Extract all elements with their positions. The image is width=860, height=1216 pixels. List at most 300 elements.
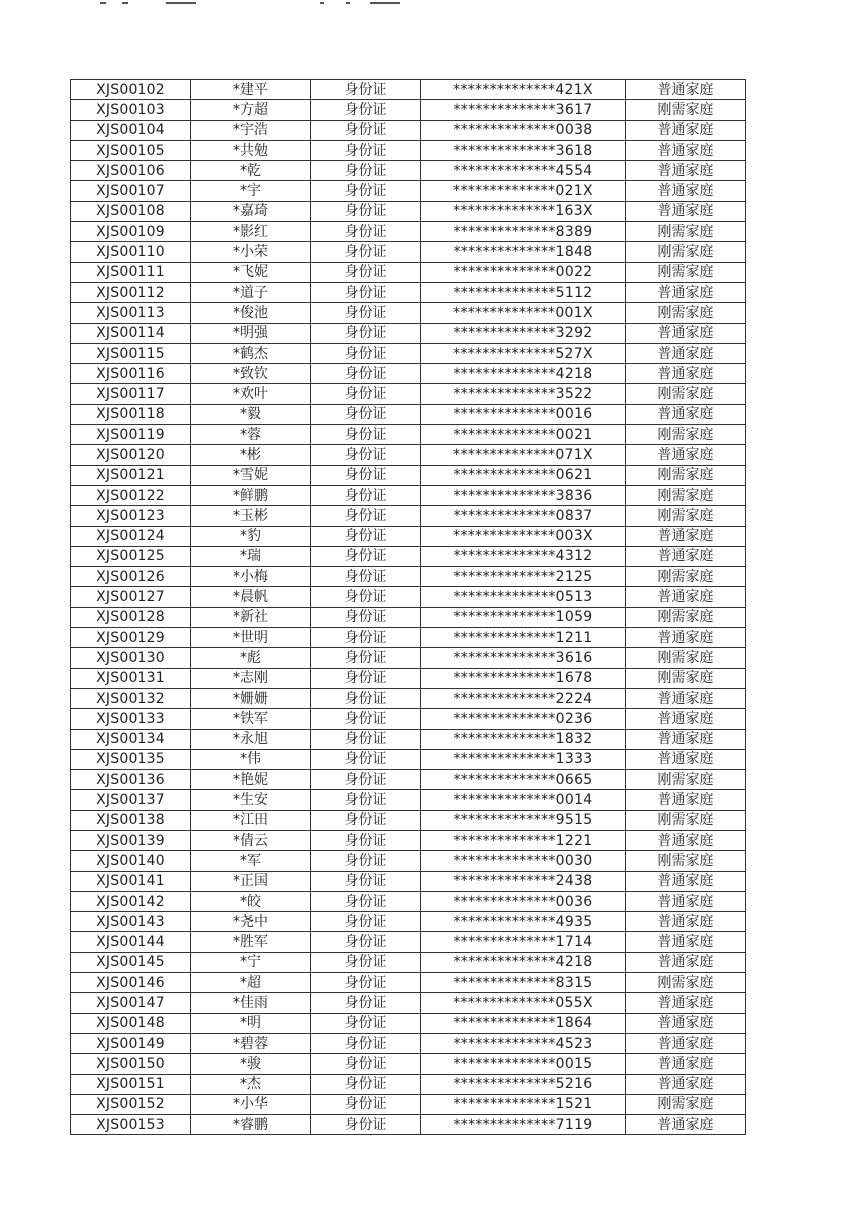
- household-type-cell: 刚需家庭: [626, 425, 746, 445]
- household-type-cell: 普通家庭: [626, 323, 746, 343]
- table-row: [71, 100, 746, 120]
- applicant-name-cell: *姗姗: [191, 688, 311, 708]
- applicant-name-cell: *雪妮: [191, 465, 311, 485]
- id-number-cell: **************1333: [421, 749, 626, 769]
- document-type-cell: 身份证: [311, 80, 421, 100]
- table-row: [71, 770, 746, 790]
- id-number-cell: **************527X: [421, 343, 626, 363]
- document-type-cell: 身份证: [311, 445, 421, 465]
- applicant-number-cell: XJS00145: [71, 952, 191, 972]
- document-type-cell: 身份证: [311, 100, 421, 120]
- applicant-number-cell: XJS00109: [71, 222, 191, 242]
- document-type-cell: 身份证: [311, 201, 421, 221]
- table-row: [71, 181, 746, 201]
- applicant-name-cell: *明强: [191, 323, 311, 343]
- table-row: [71, 384, 746, 404]
- applicant-name-cell: *宇浩: [191, 120, 311, 140]
- table-row: [71, 932, 746, 952]
- document-type-cell: 身份证: [311, 749, 421, 769]
- id-number-cell: **************4554: [421, 161, 626, 181]
- table-row: [71, 1094, 746, 1114]
- document-type-cell: 身份证: [311, 1054, 421, 1074]
- roster-table-body: [71, 80, 746, 1135]
- id-number-cell: **************4218: [421, 364, 626, 384]
- household-type-cell: 普通家庭: [626, 404, 746, 424]
- applicant-number-cell: XJS00117: [71, 384, 191, 404]
- document-type-cell: 身份证: [311, 343, 421, 363]
- applicant-number-cell: XJS00108: [71, 201, 191, 221]
- applicant-name-cell: *明: [191, 1013, 311, 1033]
- id-number-cell: **************001X: [421, 303, 626, 323]
- document-type-cell: 身份证: [311, 1013, 421, 1033]
- applicant-number-cell: XJS00122: [71, 485, 191, 505]
- table-row: [71, 262, 746, 282]
- applicant-name-cell: *方超: [191, 100, 311, 120]
- table-row: [71, 140, 746, 160]
- household-type-cell: 刚需家庭: [626, 506, 746, 526]
- id-number-cell: **************0837: [421, 506, 626, 526]
- household-type-cell: 普通家庭: [626, 932, 746, 952]
- applicant-number-cell: XJS00118: [71, 404, 191, 424]
- applicant-number-cell: XJS00102: [71, 80, 191, 100]
- id-number-cell: **************1848: [421, 242, 626, 262]
- applicant-name-cell: *乾: [191, 161, 311, 181]
- document-type-cell: 身份证: [311, 648, 421, 668]
- document-type-cell: 身份证: [311, 425, 421, 445]
- household-type-cell: 普通家庭: [626, 912, 746, 932]
- document-type-cell: 身份证: [311, 323, 421, 343]
- document-type-cell: 身份证: [311, 912, 421, 932]
- household-type-cell: 普通家庭: [626, 871, 746, 891]
- table-row: [71, 891, 746, 911]
- applicant-name-cell: *嘉琦: [191, 201, 311, 221]
- table-row: [71, 628, 746, 648]
- household-type-cell: 刚需家庭: [626, 668, 746, 688]
- household-type-cell: 普通家庭: [626, 140, 746, 160]
- household-type-cell: 普通家庭: [626, 628, 746, 648]
- table-row: [71, 343, 746, 363]
- applicant-number-cell: XJS00113: [71, 303, 191, 323]
- household-type-cell: 刚需家庭: [626, 770, 746, 790]
- document-type-cell: 身份证: [311, 1094, 421, 1114]
- document-type-cell: 身份证: [311, 810, 421, 830]
- id-number-cell: **************163X: [421, 201, 626, 221]
- table-row: [71, 830, 746, 850]
- applicant-number-cell: XJS00121: [71, 465, 191, 485]
- table-row: [71, 871, 746, 891]
- applicant-number-cell: XJS00116: [71, 364, 191, 384]
- id-number-cell: **************021X: [421, 181, 626, 201]
- document-type-cell: 身份证: [311, 1115, 421, 1135]
- document-type-cell: 身份证: [311, 364, 421, 384]
- table-row: [71, 404, 746, 424]
- id-number-cell: **************0621: [421, 465, 626, 485]
- applicant-number-cell: XJS00139: [71, 830, 191, 850]
- document-type-cell: 身份证: [311, 567, 421, 587]
- id-number-cell: **************1714: [421, 932, 626, 952]
- id-number-cell: **************3292: [421, 323, 626, 343]
- applicant-number-cell: XJS00112: [71, 282, 191, 302]
- id-number-cell: **************9515: [421, 810, 626, 830]
- table-row: [71, 526, 746, 546]
- applicant-name-cell: *共勉: [191, 140, 311, 160]
- table-row: [71, 1033, 746, 1053]
- id-number-cell: **************4312: [421, 546, 626, 566]
- household-type-cell: 普通家庭: [626, 952, 746, 972]
- document-type-cell: 身份证: [311, 120, 421, 140]
- applicant-number-cell: XJS00149: [71, 1033, 191, 1053]
- applicant-name-cell: *欢叶: [191, 384, 311, 404]
- id-number-cell: **************3836: [421, 485, 626, 505]
- household-type-cell: 普通家庭: [626, 526, 746, 546]
- document-type-cell: 身份证: [311, 140, 421, 160]
- household-type-cell: 普通家庭: [626, 749, 746, 769]
- table-row: [71, 425, 746, 445]
- document-type-cell: 身份证: [311, 668, 421, 688]
- applicant-number-cell: XJS00120: [71, 445, 191, 465]
- table-row: [71, 364, 746, 384]
- applicant-name-cell: *致钦: [191, 364, 311, 384]
- table-row: [71, 587, 746, 607]
- applicant-number-cell: XJS00124: [71, 526, 191, 546]
- household-type-cell: 刚需家庭: [626, 222, 746, 242]
- table-row: [71, 303, 746, 323]
- id-number-cell: **************2224: [421, 688, 626, 708]
- household-type-cell: 刚需家庭: [626, 851, 746, 871]
- household-type-cell: 普通家庭: [626, 120, 746, 140]
- household-type-cell: 刚需家庭: [626, 648, 746, 668]
- applicant-name-cell: *俊池: [191, 303, 311, 323]
- id-number-cell: **************0038: [421, 120, 626, 140]
- table-row: [71, 668, 746, 688]
- household-type-cell: 普通家庭: [626, 1115, 746, 1135]
- document-type-cell: 身份证: [311, 546, 421, 566]
- applicant-name-cell: *鹤杰: [191, 343, 311, 363]
- applicant-number-cell: XJS00150: [71, 1054, 191, 1074]
- household-type-cell: 普通家庭: [626, 587, 746, 607]
- applicant-name-cell: *豹: [191, 526, 311, 546]
- document-type-cell: 身份证: [311, 1033, 421, 1053]
- applicant-number-cell: XJS00115: [71, 343, 191, 363]
- applicant-number-cell: XJS00143: [71, 912, 191, 932]
- household-type-cell: 普通家庭: [626, 891, 746, 911]
- applicant-name-cell: *蓉: [191, 425, 311, 445]
- applicant-number-cell: XJS00129: [71, 628, 191, 648]
- household-type-cell: 刚需家庭: [626, 810, 746, 830]
- applicant-name-cell: *鲜鹏: [191, 485, 311, 505]
- table-row: [71, 688, 746, 708]
- id-number-cell: **************2125: [421, 567, 626, 587]
- applicant-name-cell: *伟: [191, 749, 311, 769]
- document-type-cell: 身份证: [311, 973, 421, 993]
- household-type-cell: 刚需家庭: [626, 465, 746, 485]
- document-type-cell: 身份证: [311, 384, 421, 404]
- table-row: [71, 546, 746, 566]
- table-row: [71, 648, 746, 668]
- document-type-cell: 身份证: [311, 729, 421, 749]
- id-number-cell: **************8315: [421, 973, 626, 993]
- household-type-cell: 普通家庭: [626, 729, 746, 749]
- id-number-cell: **************0014: [421, 790, 626, 810]
- document-type-cell: 身份证: [311, 587, 421, 607]
- household-type-cell: 普通家庭: [626, 343, 746, 363]
- table-row: [71, 567, 746, 587]
- document-type-cell: 身份证: [311, 830, 421, 850]
- household-type-cell: 普通家庭: [626, 688, 746, 708]
- id-number-cell: **************4523: [421, 1033, 626, 1053]
- document-type-cell: 身份证: [311, 607, 421, 627]
- document-type-cell: 身份证: [311, 993, 421, 1013]
- id-number-cell: **************0665: [421, 770, 626, 790]
- table-row: [71, 952, 746, 972]
- table-row: [71, 323, 746, 343]
- document-type-cell: 身份证: [311, 688, 421, 708]
- applicant-number-cell: XJS00140: [71, 851, 191, 871]
- table-row: [71, 973, 746, 993]
- household-type-cell: 普通家庭: [626, 161, 746, 181]
- applicant-name-cell: *骏: [191, 1054, 311, 1074]
- table-row: [71, 222, 746, 242]
- id-number-cell: **************0021: [421, 425, 626, 445]
- applicant-number-cell: XJS00144: [71, 932, 191, 952]
- table-row: [71, 1054, 746, 1074]
- id-number-cell: **************0036: [421, 891, 626, 911]
- scan-artifact-marks: [100, 0, 420, 6]
- table-row: [71, 1074, 746, 1094]
- applicant-name-cell: *小荣: [191, 242, 311, 262]
- document-type-cell: 身份证: [311, 465, 421, 485]
- household-type-cell: 普通家庭: [626, 201, 746, 221]
- applicant-number-cell: XJS00137: [71, 790, 191, 810]
- id-number-cell: **************1864: [421, 1013, 626, 1033]
- table-row: [71, 282, 746, 302]
- household-type-cell: 普通家庭: [626, 1074, 746, 1094]
- applicant-number-cell: XJS00131: [71, 668, 191, 688]
- applicant-name-cell: *铁军: [191, 709, 311, 729]
- table-row: [71, 749, 746, 769]
- applicant-name-cell: *皎: [191, 891, 311, 911]
- table-row: [71, 465, 746, 485]
- applicant-number-cell: XJS00133: [71, 709, 191, 729]
- applicant-name-cell: *彬: [191, 445, 311, 465]
- id-number-cell: **************055X: [421, 993, 626, 1013]
- applicant-number-cell: XJS00125: [71, 546, 191, 566]
- household-roster-table: [70, 79, 746, 1135]
- table-row: [71, 161, 746, 181]
- applicant-number-cell: XJS00151: [71, 1074, 191, 1094]
- applicant-number-cell: XJS00110: [71, 242, 191, 262]
- table-row: [71, 120, 746, 140]
- applicant-name-cell: *小华: [191, 1094, 311, 1114]
- household-type-cell: 普通家庭: [626, 181, 746, 201]
- applicant-number-cell: XJS00127: [71, 587, 191, 607]
- id-number-cell: **************1221: [421, 830, 626, 850]
- household-type-cell: 刚需家庭: [626, 262, 746, 282]
- document-type-cell: 身份证: [311, 485, 421, 505]
- applicant-name-cell: *宁: [191, 952, 311, 972]
- applicant-name-cell: *艳妮: [191, 770, 311, 790]
- applicant-name-cell: *影红: [191, 222, 311, 242]
- document-type-cell: 身份证: [311, 404, 421, 424]
- document-type-cell: 身份证: [311, 303, 421, 323]
- applicant-number-cell: XJS00126: [71, 567, 191, 587]
- applicant-number-cell: XJS00132: [71, 688, 191, 708]
- applicant-number-cell: XJS00107: [71, 181, 191, 201]
- applicant-name-cell: *建平: [191, 80, 311, 100]
- table-row: [71, 80, 746, 100]
- id-number-cell: **************4218: [421, 952, 626, 972]
- applicant-number-cell: XJS00106: [71, 161, 191, 181]
- applicant-number-cell: XJS00148: [71, 1013, 191, 1033]
- applicant-number-cell: XJS00130: [71, 648, 191, 668]
- applicant-name-cell: *胜军: [191, 932, 311, 952]
- table-row: [71, 1013, 746, 1033]
- document-type-cell: 身份证: [311, 891, 421, 911]
- id-number-cell: **************0236: [421, 709, 626, 729]
- applicant-number-cell: XJS00119: [71, 425, 191, 445]
- applicant-name-cell: *新社: [191, 607, 311, 627]
- document-type-cell: 身份证: [311, 790, 421, 810]
- id-number-cell: **************0030: [421, 851, 626, 871]
- id-number-cell: **************0022: [421, 262, 626, 282]
- household-type-cell: 刚需家庭: [626, 242, 746, 262]
- household-type-cell: 刚需家庭: [626, 100, 746, 120]
- applicant-name-cell: *玉彬: [191, 506, 311, 526]
- applicant-number-cell: XJS00111: [71, 262, 191, 282]
- applicant-name-cell: *彪: [191, 648, 311, 668]
- household-type-cell: 普通家庭: [626, 790, 746, 810]
- applicant-name-cell: *军: [191, 851, 311, 871]
- document-type-cell: 身份证: [311, 161, 421, 181]
- id-number-cell: **************5216: [421, 1074, 626, 1094]
- applicant-name-cell: *瑞: [191, 546, 311, 566]
- id-number-cell: **************7119: [421, 1115, 626, 1135]
- applicant-number-cell: XJS00136: [71, 770, 191, 790]
- applicant-number-cell: XJS00134: [71, 729, 191, 749]
- household-type-cell: 普通家庭: [626, 546, 746, 566]
- id-number-cell: **************1211: [421, 628, 626, 648]
- document-type-cell: 身份证: [311, 181, 421, 201]
- household-type-cell: 刚需家庭: [626, 485, 746, 505]
- applicant-name-cell: *尧中: [191, 912, 311, 932]
- id-number-cell: **************1678: [421, 668, 626, 688]
- applicant-name-cell: *超: [191, 973, 311, 993]
- id-number-cell: **************4935: [421, 912, 626, 932]
- id-number-cell: **************421X: [421, 80, 626, 100]
- id-number-cell: **************3618: [421, 140, 626, 160]
- household-type-cell: 刚需家庭: [626, 973, 746, 993]
- table-row: [71, 607, 746, 627]
- id-number-cell: **************071X: [421, 445, 626, 465]
- document-type-cell: 身份证: [311, 770, 421, 790]
- document-type-cell: 身份证: [311, 222, 421, 242]
- household-type-cell: 普通家庭: [626, 709, 746, 729]
- applicant-number-cell: XJS00128: [71, 607, 191, 627]
- applicant-number-cell: XJS00105: [71, 140, 191, 160]
- document-type-cell: 身份证: [311, 871, 421, 891]
- household-type-cell: 刚需家庭: [626, 303, 746, 323]
- applicant-name-cell: *永旭: [191, 729, 311, 749]
- household-type-cell: 普通家庭: [626, 830, 746, 850]
- table-row: [71, 993, 746, 1013]
- applicant-name-cell: *碧蓉: [191, 1033, 311, 1053]
- id-number-cell: **************0513: [421, 587, 626, 607]
- id-number-cell: **************1059: [421, 607, 626, 627]
- table-row: [71, 851, 746, 871]
- id-number-cell: **************2438: [421, 871, 626, 891]
- document-type-cell: 身份证: [311, 526, 421, 546]
- table-row: [71, 445, 746, 465]
- table-row: [71, 242, 746, 262]
- applicant-name-cell: *江田: [191, 810, 311, 830]
- applicant-number-cell: XJS00142: [71, 891, 191, 911]
- id-number-cell: **************0015: [421, 1054, 626, 1074]
- household-type-cell: 普通家庭: [626, 1013, 746, 1033]
- applicant-number-cell: XJS00135: [71, 749, 191, 769]
- applicant-name-cell: *佳雨: [191, 993, 311, 1013]
- applicant-name-cell: *倩云: [191, 830, 311, 850]
- id-number-cell: **************0016: [421, 404, 626, 424]
- applicant-number-cell: XJS00153: [71, 1115, 191, 1135]
- document-type-cell: 身份证: [311, 242, 421, 262]
- table-row: [71, 1115, 746, 1135]
- document-type-cell: 身份证: [311, 851, 421, 871]
- document-type-cell: 身份证: [311, 1074, 421, 1094]
- household-type-cell: 普通家庭: [626, 445, 746, 465]
- id-number-cell: **************8389: [421, 222, 626, 242]
- document-type-cell: 身份证: [311, 628, 421, 648]
- document-type-cell: 身份证: [311, 932, 421, 952]
- applicant-number-cell: XJS00138: [71, 810, 191, 830]
- applicant-name-cell: *毅: [191, 404, 311, 424]
- household-type-cell: 刚需家庭: [626, 607, 746, 627]
- id-number-cell: **************3522: [421, 384, 626, 404]
- household-type-cell: 普通家庭: [626, 1054, 746, 1074]
- applicant-name-cell: *宇: [191, 181, 311, 201]
- table-row: [71, 912, 746, 932]
- applicant-number-cell: XJS00147: [71, 993, 191, 1013]
- household-type-cell: 普通家庭: [626, 282, 746, 302]
- applicant-name-cell: *睿鹏: [191, 1115, 311, 1135]
- applicant-name-cell: *道子: [191, 282, 311, 302]
- table-row: [71, 506, 746, 526]
- document-type-cell: 身份证: [311, 262, 421, 282]
- applicant-number-cell: XJS00114: [71, 323, 191, 343]
- applicant-number-cell: XJS00123: [71, 506, 191, 526]
- table-row: [71, 810, 746, 830]
- table-row: [71, 485, 746, 505]
- household-type-cell: 刚需家庭: [626, 1094, 746, 1114]
- id-number-cell: **************1832: [421, 729, 626, 749]
- household-type-cell: 刚需家庭: [626, 567, 746, 587]
- table-row: [71, 729, 746, 749]
- document-type-cell: 身份证: [311, 282, 421, 302]
- applicant-name-cell: *小梅: [191, 567, 311, 587]
- table-row: [71, 201, 746, 221]
- applicant-name-cell: *生安: [191, 790, 311, 810]
- id-number-cell: **************1521: [421, 1094, 626, 1114]
- document-type-cell: 身份证: [311, 506, 421, 526]
- table-row: [71, 709, 746, 729]
- household-type-cell: 普通家庭: [626, 364, 746, 384]
- household-type-cell: 普通家庭: [626, 993, 746, 1013]
- applicant-number-cell: XJS00103: [71, 100, 191, 120]
- applicant-name-cell: *正国: [191, 871, 311, 891]
- id-number-cell: **************3616: [421, 648, 626, 668]
- document-type-cell: 身份证: [311, 952, 421, 972]
- id-number-cell: **************3617: [421, 100, 626, 120]
- household-type-cell: 刚需家庭: [626, 384, 746, 404]
